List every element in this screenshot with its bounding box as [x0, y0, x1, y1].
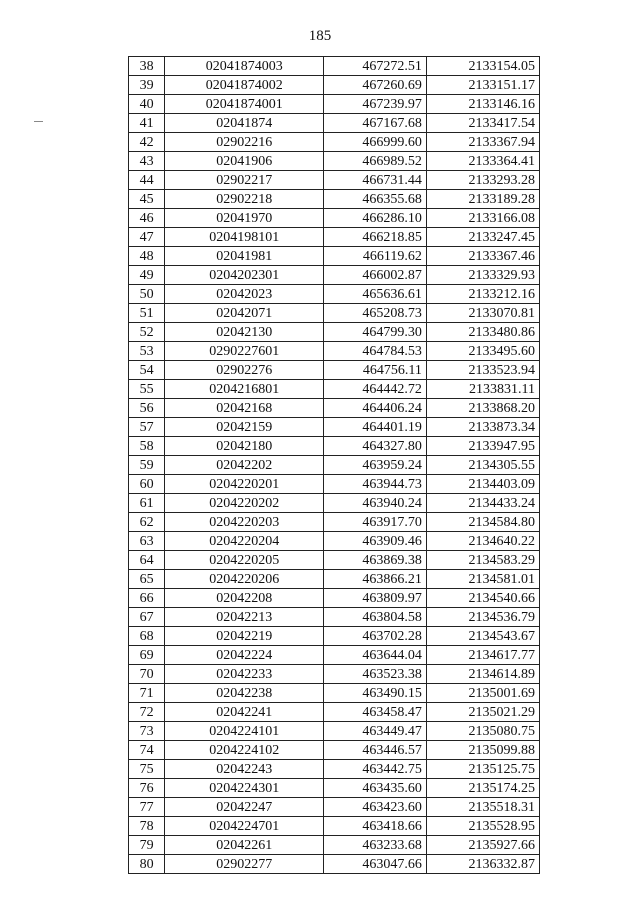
table-row: [129, 608, 540, 627]
point-id-cell: 02042243: [165, 760, 324, 779]
table-row: [129, 323, 540, 342]
table-row: [129, 171, 540, 190]
y-coordinate-cell: 2136332.87: [426, 855, 539, 874]
row-number-cell: 64: [129, 551, 165, 570]
point-id-cell: 02042233: [165, 665, 324, 684]
table-row: [129, 855, 540, 874]
point-id-cell: 02042168: [165, 399, 324, 418]
x-coordinate-cell: 463940.24: [324, 494, 427, 513]
row-number-cell: 40: [129, 95, 165, 114]
x-coordinate-cell: 463446.57: [324, 741, 427, 760]
row-number-cell: 65: [129, 570, 165, 589]
table-row: [129, 95, 540, 114]
y-coordinate-cell: 2133364.41: [426, 152, 539, 171]
point-id-cell: 02902216: [165, 133, 324, 152]
x-coordinate-cell: 463418.66: [324, 817, 427, 836]
table-row: [129, 437, 540, 456]
y-coordinate-cell: 2133146.16: [426, 95, 539, 114]
table-row: [129, 779, 540, 798]
x-coordinate-cell: 466989.52: [324, 152, 427, 171]
table-row: [129, 76, 540, 95]
y-coordinate-cell: 2133495.60: [426, 342, 539, 361]
table-row: [129, 152, 540, 171]
row-number-cell: 54: [129, 361, 165, 380]
row-number-cell: 42: [129, 133, 165, 152]
point-id-cell: 02042219: [165, 627, 324, 646]
y-coordinate-cell: 2134536.79: [426, 608, 539, 627]
table-row: [129, 304, 540, 323]
table-row: [129, 570, 540, 589]
x-coordinate-cell: 463233.68: [324, 836, 427, 855]
y-coordinate-cell: 2135125.75: [426, 760, 539, 779]
row-number-cell: 70: [129, 665, 165, 684]
row-number-cell: 63: [129, 532, 165, 551]
point-id-cell: 02041874003: [165, 57, 324, 76]
point-id-cell: 0204224701: [165, 817, 324, 836]
x-coordinate-cell: 464799.30: [324, 323, 427, 342]
y-coordinate-cell: 2135099.88: [426, 741, 539, 760]
row-number-cell: 55: [129, 380, 165, 399]
x-coordinate-cell: 466286.10: [324, 209, 427, 228]
y-coordinate-cell: 2134581.01: [426, 570, 539, 589]
x-coordinate-cell: 463523.38: [324, 665, 427, 684]
y-coordinate-cell: 2133070.81: [426, 304, 539, 323]
row-number-cell: 78: [129, 817, 165, 836]
x-coordinate-cell: 464784.53: [324, 342, 427, 361]
point-id-cell: 0204224101: [165, 722, 324, 741]
y-coordinate-cell: 2133151.17: [426, 76, 539, 95]
point-id-cell: 02042208: [165, 589, 324, 608]
x-coordinate-cell: 464327.80: [324, 437, 427, 456]
point-id-cell: 0204220203: [165, 513, 324, 532]
point-id-cell: 02042261: [165, 836, 324, 855]
row-number-cell: 44: [129, 171, 165, 190]
y-coordinate-cell: 2134584.80: [426, 513, 539, 532]
point-id-cell: 02042023: [165, 285, 324, 304]
point-id-cell: 02902277: [165, 855, 324, 874]
point-id-cell: 02042180: [165, 437, 324, 456]
point-id-cell: 02042071: [165, 304, 324, 323]
table-row: [129, 836, 540, 855]
x-coordinate-cell: 463442.75: [324, 760, 427, 779]
table-row: [129, 209, 540, 228]
table-row: [129, 114, 540, 133]
row-number-cell: 52: [129, 323, 165, 342]
row-number-cell: 46: [129, 209, 165, 228]
table-row: [129, 418, 540, 437]
y-coordinate-cell: 2133947.95: [426, 437, 539, 456]
table-row: [129, 551, 540, 570]
x-coordinate-cell: 463435.60: [324, 779, 427, 798]
y-coordinate-cell: 2135001.69: [426, 684, 539, 703]
y-coordinate-cell: 2133212.16: [426, 285, 539, 304]
y-coordinate-cell: 2134403.09: [426, 475, 539, 494]
point-id-cell: 0204220202: [165, 494, 324, 513]
x-coordinate-cell: 463490.15: [324, 684, 427, 703]
point-id-cell: 0204220205: [165, 551, 324, 570]
point-id-cell: 02042213: [165, 608, 324, 627]
row-number-cell: 43: [129, 152, 165, 171]
row-number-cell: 77: [129, 798, 165, 817]
table-row: [129, 285, 540, 304]
point-id-cell: 02042238: [165, 684, 324, 703]
x-coordinate-cell: 463809.97: [324, 589, 427, 608]
y-coordinate-cell: 2134540.66: [426, 589, 539, 608]
row-number-cell: 41: [129, 114, 165, 133]
y-coordinate-cell: 2133293.28: [426, 171, 539, 190]
x-coordinate-cell: 463423.60: [324, 798, 427, 817]
point-id-cell: 0290227601: [165, 342, 324, 361]
point-id-cell: 02042224: [165, 646, 324, 665]
point-id-cell: 0204220204: [165, 532, 324, 551]
y-coordinate-cell: 2133831.11: [426, 380, 539, 399]
y-coordinate-cell: 2134543.67: [426, 627, 539, 646]
table-row: [129, 190, 540, 209]
y-coordinate-cell: 2135021.29: [426, 703, 539, 722]
table-row: [129, 741, 540, 760]
point-id-cell: 02042241: [165, 703, 324, 722]
table-row: [129, 133, 540, 152]
row-number-cell: 72: [129, 703, 165, 722]
table-row: [129, 57, 540, 76]
row-number-cell: 53: [129, 342, 165, 361]
row-number-cell: 60: [129, 475, 165, 494]
table-row: [129, 703, 540, 722]
table-row: [129, 798, 540, 817]
point-id-cell: 02041970: [165, 209, 324, 228]
point-id-cell: 02041906: [165, 152, 324, 171]
table-row: [129, 684, 540, 703]
x-coordinate-cell: 464756.11: [324, 361, 427, 380]
table-row: [129, 399, 540, 418]
point-id-cell: 02041874001: [165, 95, 324, 114]
page-number: 185: [308, 28, 332, 44]
y-coordinate-cell: 2135528.95: [426, 817, 539, 836]
table-row: [129, 646, 540, 665]
point-id-cell: 0204224102: [165, 741, 324, 760]
x-coordinate-cell: 464401.19: [324, 418, 427, 437]
table-row: [129, 532, 540, 551]
x-coordinate-cell: 463804.58: [324, 608, 427, 627]
table-row: [129, 817, 540, 836]
row-number-cell: 75: [129, 760, 165, 779]
point-id-cell: 0204216801: [165, 380, 324, 399]
row-number-cell: 59: [129, 456, 165, 475]
row-number-cell: 79: [129, 836, 165, 855]
y-coordinate-cell: 2133367.94: [426, 133, 539, 152]
x-coordinate-cell: 466355.68: [324, 190, 427, 209]
point-id-cell: 02902217: [165, 171, 324, 190]
y-coordinate-cell: 2133480.86: [426, 323, 539, 342]
coordinates-table: [128, 56, 540, 874]
x-coordinate-cell: 467239.97: [324, 95, 427, 114]
table-row: [129, 266, 540, 285]
table-row: [129, 475, 540, 494]
y-coordinate-cell: 2133367.46: [426, 247, 539, 266]
row-number-cell: 39: [129, 76, 165, 95]
y-coordinate-cell: 2133329.93: [426, 266, 539, 285]
x-coordinate-cell: 463644.04: [324, 646, 427, 665]
x-coordinate-cell: 463917.70: [324, 513, 427, 532]
y-coordinate-cell: 2134305.55: [426, 456, 539, 475]
y-coordinate-cell: 2133523.94: [426, 361, 539, 380]
y-coordinate-cell: 2133868.20: [426, 399, 539, 418]
y-coordinate-cell: 2133189.28: [426, 190, 539, 209]
y-coordinate-cell: 2133154.05: [426, 57, 539, 76]
table-row: [129, 456, 540, 475]
y-coordinate-cell: 2134614.89: [426, 665, 539, 684]
point-id-cell: 0204220201: [165, 475, 324, 494]
x-coordinate-cell: 463866.21: [324, 570, 427, 589]
row-number-cell: 73: [129, 722, 165, 741]
x-coordinate-cell: 465636.61: [324, 285, 427, 304]
margin-mark: [34, 121, 43, 122]
point-id-cell: 0204220206: [165, 570, 324, 589]
x-coordinate-cell: 466002.87: [324, 266, 427, 285]
row-number-cell: 68: [129, 627, 165, 646]
row-number-cell: 62: [129, 513, 165, 532]
row-number-cell: 57: [129, 418, 165, 437]
point-id-cell: 02902276: [165, 361, 324, 380]
point-id-cell: 0204202301: [165, 266, 324, 285]
y-coordinate-cell: 2135927.66: [426, 836, 539, 855]
coordinates-table-body: [129, 57, 540, 874]
table-row: [129, 247, 540, 266]
row-number-cell: 66: [129, 589, 165, 608]
x-coordinate-cell: 464406.24: [324, 399, 427, 418]
row-number-cell: 80: [129, 855, 165, 874]
y-coordinate-cell: 2133247.45: [426, 228, 539, 247]
row-number-cell: 58: [129, 437, 165, 456]
table-row: [129, 361, 540, 380]
row-number-cell: 50: [129, 285, 165, 304]
x-coordinate-cell: 467167.68: [324, 114, 427, 133]
y-coordinate-cell: 2135174.25: [426, 779, 539, 798]
point-id-cell: 02902218: [165, 190, 324, 209]
table-row: [129, 760, 540, 779]
point-id-cell: 0204224301: [165, 779, 324, 798]
table-row: [129, 494, 540, 513]
y-coordinate-cell: 2133166.08: [426, 209, 539, 228]
x-coordinate-cell: 463449.47: [324, 722, 427, 741]
point-id-cell: 02042159: [165, 418, 324, 437]
y-coordinate-cell: 2133873.34: [426, 418, 539, 437]
x-coordinate-cell: 466119.62: [324, 247, 427, 266]
x-coordinate-cell: 466999.60: [324, 133, 427, 152]
point-id-cell: 02041981: [165, 247, 324, 266]
table-row: [129, 722, 540, 741]
y-coordinate-cell: 2133417.54: [426, 114, 539, 133]
x-coordinate-cell: 467272.51: [324, 57, 427, 76]
point-id-cell: 0204198101: [165, 228, 324, 247]
x-coordinate-cell: 463944.73: [324, 475, 427, 494]
table-row: [129, 589, 540, 608]
point-id-cell: 02042202: [165, 456, 324, 475]
row-number-cell: 74: [129, 741, 165, 760]
row-number-cell: 56: [129, 399, 165, 418]
point-id-cell: 02042130: [165, 323, 324, 342]
row-number-cell: 71: [129, 684, 165, 703]
row-number-cell: 61: [129, 494, 165, 513]
y-coordinate-cell: 2134640.22: [426, 532, 539, 551]
x-coordinate-cell: 466731.44: [324, 171, 427, 190]
row-number-cell: 38: [129, 57, 165, 76]
y-coordinate-cell: 2134433.24: [426, 494, 539, 513]
row-number-cell: 76: [129, 779, 165, 798]
x-coordinate-cell: 463959.24: [324, 456, 427, 475]
y-coordinate-cell: 2134583.29: [426, 551, 539, 570]
point-id-cell: 02041874002: [165, 76, 324, 95]
y-coordinate-cell: 2134617.77: [426, 646, 539, 665]
table-row: [129, 342, 540, 361]
x-coordinate-cell: 463458.47: [324, 703, 427, 722]
row-number-cell: 48: [129, 247, 165, 266]
x-coordinate-cell: 463047.66: [324, 855, 427, 874]
row-number-cell: 69: [129, 646, 165, 665]
table-row: [129, 380, 540, 399]
y-coordinate-cell: 2135080.75: [426, 722, 539, 741]
point-id-cell: 02041874: [165, 114, 324, 133]
row-number-cell: 47: [129, 228, 165, 247]
row-number-cell: 49: [129, 266, 165, 285]
table-row: [129, 627, 540, 646]
x-coordinate-cell: 463869.38: [324, 551, 427, 570]
point-id-cell: 02042247: [165, 798, 324, 817]
x-coordinate-cell: 467260.69: [324, 76, 427, 95]
x-coordinate-cell: 466218.85: [324, 228, 427, 247]
x-coordinate-cell: 463702.28: [324, 627, 427, 646]
row-number-cell: 45: [129, 190, 165, 209]
row-number-cell: 51: [129, 304, 165, 323]
x-coordinate-cell: 463909.46: [324, 532, 427, 551]
table-row: [129, 665, 540, 684]
x-coordinate-cell: 465208.73: [324, 304, 427, 323]
y-coordinate-cell: 2135518.31: [426, 798, 539, 817]
table-row: [129, 228, 540, 247]
x-coordinate-cell: 464442.72: [324, 380, 427, 399]
row-number-cell: 67: [129, 608, 165, 627]
table-row: [129, 513, 540, 532]
